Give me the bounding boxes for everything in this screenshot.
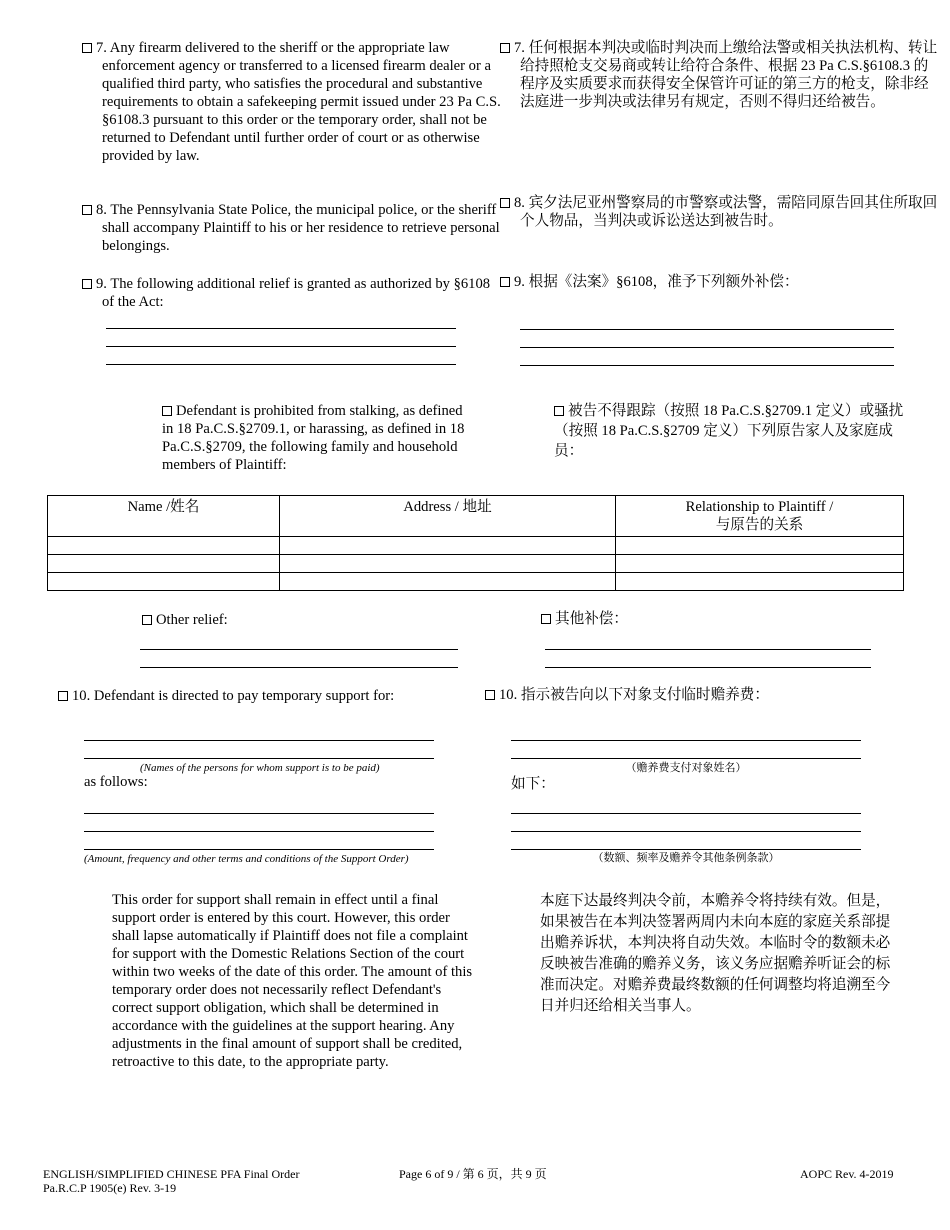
stalking-en (162, 402, 472, 474)
item-9-checkbox[interactable] (82, 279, 92, 289)
stalking-en-text: Defendant is prohibited from stalking, as defined in 18 Pa.C.S.§2709.1, or harassing, as defined in 18 Pa.C.S.§2709, the following family and household members of Plaintiff: (162, 403, 465, 473)
support-paragraph-en: This order for support shall remain in effect until a final support order is entered by this court. However, this order shall lapse automatically if Plaintiff does not file a complaint for support with the Domestic Relations Section of the court within two weeks of the date of this order. The amount of this temporary order does not necessarily reflect Defendant's correct support obligation, which shall be determined in accordance with the guidelines at the support hearing. Any adjustments in the final amount of support shall be credited, retroactive to this date, to the appropriate party. (112, 892, 473, 1070)
item-7-zh (500, 39, 942, 111)
other-relief-zh-checkbox[interactable] (541, 614, 551, 624)
column-header-relationship (616, 496, 904, 537)
item-9-zh (500, 273, 942, 291)
other-relief-zh (541, 610, 628, 628)
other-relief-en (142, 611, 228, 629)
item-9-en-text: 9. The following additional relief is granted as authorized by §6108 of the Act: (96, 276, 491, 310)
item-8-en-text: 8. The Pennsylvania State Police, the municipal police, or the sheriff shall accompany Plaintiff to his or her residence to retrieve personal belongings. (96, 202, 500, 254)
other-relief-zh-text: 其他补偿： (555, 611, 628, 627)
footer-rule: Pa.R.C.P 1905(e) Rev. 3-19 (43, 1181, 177, 1195)
support-paragraph-zh: 本庭下达最终判决令前，本赡养令将持续有效。但是，如果被告在本判决签署两周内未向本庭的家庭关系部提出赡养诉状，本判决将自动失效。本临时令的数额未必反映被告准确的赡养义务，该义务应据赡养听证会的标准而决定。对赡养费最终数额的任何调整均将追溯至今日并归还给相关当事人。 (540, 893, 891, 1014)
table-header-row (48, 496, 904, 537)
item-10-en-text: 10. Defendant is directed to pay temporary support for: (72, 688, 395, 704)
column-header-name: Name /姓名 (48, 496, 280, 537)
other-relief-en-lines[interactable] (140, 632, 458, 668)
table-row (48, 555, 904, 573)
address-cell[interactable] (280, 555, 616, 573)
as-follows-en: as follows: (84, 774, 148, 790)
item-9-en (82, 275, 502, 311)
stalking-zh-checkbox[interactable] (554, 406, 564, 416)
relationship-cell[interactable] (616, 555, 904, 573)
item-9-zh-text: 9. 根据《法案》§6108，准予下列额外补偿： (514, 274, 799, 290)
support-names-caption-zh: （赡养费支付对象姓名） (625, 762, 747, 774)
footer-left (43, 1167, 299, 1195)
item-10-checkbox[interactable] (58, 691, 68, 701)
item-10-zh-text: 10. 指示被告向以下对象支付临时赡养费： (499, 687, 769, 703)
footer-form-title: ENGLISH/SIMPLIFIED CHINESE PFA Final Order (43, 1167, 300, 1181)
name-cell[interactable] (48, 573, 280, 591)
stalking-zh (554, 401, 922, 461)
stalking-checkbox[interactable] (162, 406, 172, 416)
item-8-zh-text: 8. 宾夕法尼亚州警察局的市警察或法警，需陪同原告回其住所取回个人物品，当判决或诉讼送达到被告时。 (514, 195, 938, 229)
support-terms-caption-en: (Amount, frequency and other terms and conditions of the Support Order) (84, 853, 409, 865)
support-names-en-lines[interactable] (84, 723, 434, 759)
item-9-zh-lines[interactable] (520, 312, 894, 366)
item-10-en (58, 687, 394, 705)
relationship-cell[interactable] (616, 573, 904, 591)
support-terms-caption-zh: （数额、频率及赡养令其他条例条款） (592, 852, 780, 864)
item-8-zh (500, 194, 942, 230)
item-7-en (82, 39, 502, 165)
stalking-zh-text: 被告不得跟踪（按照 18 Pa.C.S.§2709.1 定义）或骚扰（按照 18 Pa.C.S.§2709 定义）下列原告家人及家庭成员： (554, 403, 904, 459)
item-8-en (82, 201, 502, 255)
footer-revision: AOPC Rev. 4-2019 (800, 1167, 894, 1181)
table-row (48, 573, 904, 591)
family-members-table (47, 495, 904, 591)
other-relief-checkbox[interactable] (142, 615, 152, 625)
item-7-en-text: 7. Any firearm delivered to the sheriff or the appropriate law enforcement agency or transferred to a licensed firearm dealer or a qualified third party, who satisfies the procedural and substantive requirements to obtain a safekeeping permit issued under 23 Pa C.S. §6108.3 pursuant to this order or the temporary order, shall not be returned to Defendant until further order of court or as otherwise provided by law. (96, 40, 501, 164)
name-cell[interactable] (48, 555, 280, 573)
address-cell[interactable] (280, 537, 616, 555)
column-header-address: Address / 地址 (280, 496, 616, 537)
support-terms-zh-lines[interactable] (511, 796, 861, 850)
item-9-en-lines[interactable] (106, 311, 456, 365)
item-8-checkbox[interactable] (82, 205, 92, 215)
as-follows-zh: 如下： (511, 776, 555, 792)
item-10-zh (485, 686, 769, 704)
name-cell[interactable] (48, 537, 280, 555)
item-7-zh-text: 7. 任何根据本判决或临时判决而上缴给法警或相关执法机构、转让给持照枪支交易商或转让给符合条件、根据 23 Pa C.S.§6108.3 的程序及实质要求而获得安全保管许可证的第三方的枪支，除非经法庭进一步判决或法律另有规定，否则不得归还给被告。 (514, 40, 938, 110)
table-row (48, 537, 904, 555)
address-cell[interactable] (280, 573, 616, 591)
relationship-cell[interactable] (616, 537, 904, 555)
other-relief-en-text: Other relief: (156, 612, 228, 628)
other-relief-zh-lines[interactable] (545, 632, 871, 668)
item-7-checkbox[interactable] (82, 43, 92, 53)
item-7-zh-checkbox[interactable] (500, 43, 510, 53)
item-10-zh-checkbox[interactable] (485, 690, 495, 700)
footer-page-number: Page 6 of 9 / 第 6 页，共 9 页 (399, 1167, 547, 1181)
item-9-zh-checkbox[interactable] (500, 277, 510, 287)
support-names-zh-lines[interactable] (511, 723, 861, 759)
column-header-relationship-en: Relationship to Plaintiff / (685, 499, 834, 515)
support-names-caption-en: (Names of the persons for whom support is to be paid) (140, 762, 380, 774)
support-terms-en-lines[interactable] (84, 796, 434, 850)
column-header-relationship-zh: 与原告的关系 (715, 517, 804, 533)
item-8-zh-checkbox[interactable] (500, 198, 510, 208)
